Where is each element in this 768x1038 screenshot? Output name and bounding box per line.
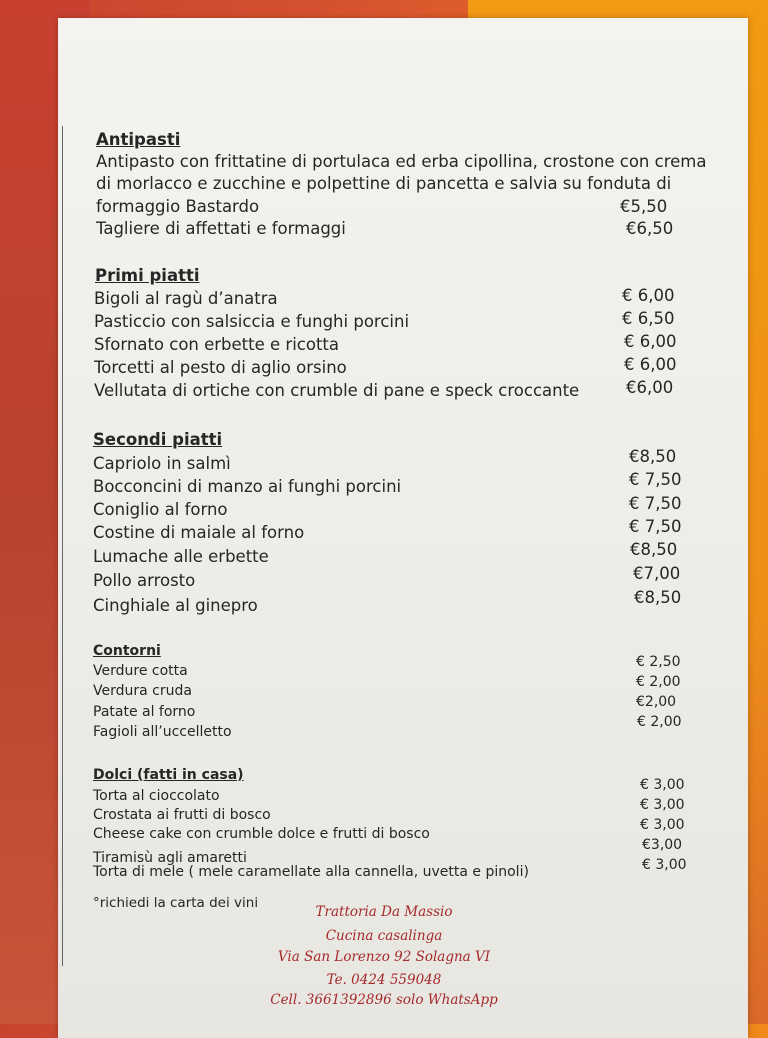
secondi-item: Costine di maiale al forno xyxy=(93,523,305,542)
wine-list-note: °richiedi la carta dei vini xyxy=(93,895,259,911)
dolci-price: € 3,00 xyxy=(640,817,685,833)
footer-cell: Cell. 3661392896 solo WhatsApp xyxy=(270,992,498,1008)
primi-item: Bigoli al ragù d’anatra xyxy=(94,289,278,308)
footer-restaurant-name: Trattoria Da Massio xyxy=(315,904,453,920)
section-title-contorni: Contorni xyxy=(93,643,161,659)
section-title-primi: Primi piatti xyxy=(95,266,200,285)
dolci-item: Torta al cioccolato xyxy=(93,788,220,804)
footer-subtitle: Cucina casalinga xyxy=(325,928,443,944)
dolci-item: Tiramisù agli amaretti xyxy=(93,850,247,866)
primi-price: € 6,00 xyxy=(622,286,675,305)
dolci-item: Crostata ai frutti di bosco xyxy=(93,807,271,823)
footer-address: Via San Lorenzo 92 Solagna VI xyxy=(277,949,491,965)
primi-price: €6,00 xyxy=(626,378,674,397)
contorni-price: € 2,00 xyxy=(637,714,682,730)
dolci-item: Torta di mele ( mele caramellate alla cannella, uvetta e pinoli) xyxy=(93,864,529,880)
primi-item: Torcetti al pesto di aglio orsino xyxy=(94,358,347,377)
contorni-item: Verdura cruda xyxy=(93,683,192,699)
secondi-item: Capriolo in salmì xyxy=(93,454,231,473)
secondi-price: € 7,50 xyxy=(629,494,682,513)
contorni-price: € 2,00 xyxy=(636,674,681,690)
antipasti-line: Tagliere di affettati e formaggi xyxy=(96,219,346,238)
contorni-item: Verdure cotta xyxy=(93,663,188,679)
dolci-price: €3,00 xyxy=(642,837,683,853)
antipasti-line: Antipasto con frittatine di portulaca ed erba cipollina, crostone con crema xyxy=(96,152,707,171)
antipasti-price: €5,50 xyxy=(620,197,668,216)
antipasti-price: €6,50 xyxy=(626,219,674,238)
secondi-item: Coniglio al forno xyxy=(93,500,228,519)
dolci-item: Cheese cake con crumble dolce e frutti di bosco xyxy=(93,826,430,842)
dolci-price: € 3,00 xyxy=(640,777,685,793)
section-title-antipasti: Antipasti xyxy=(96,130,181,149)
dolci-price: € 3,00 xyxy=(642,857,687,873)
secondi-item: Pollo arrosto xyxy=(93,571,196,590)
primi-item: Vellutata di ortiche con crumble di pane e speck croccante xyxy=(94,381,580,400)
secondi-price: €8,50 xyxy=(629,447,677,466)
antipasti-line: di morlacco e zucchine e polpettine di pancetta e salvia su fonduta di xyxy=(96,174,672,193)
secondi-price: € 7,50 xyxy=(629,517,682,536)
primi-price: € 6,50 xyxy=(622,309,675,328)
primi-item: Sfornato con erbette e ricotta xyxy=(94,335,339,354)
section-title-secondi: Secondi piatti xyxy=(93,430,223,449)
contorni-price: € 2,50 xyxy=(636,654,681,670)
secondi-price: €8,50 xyxy=(630,540,678,559)
primi-price: € 6,00 xyxy=(624,332,677,351)
contorni-item: Patate al forno xyxy=(93,704,196,720)
secondi-price: €7,00 xyxy=(633,564,681,583)
footer-phone: Te. 0424 559048 xyxy=(326,972,442,988)
primi-price: € 6,00 xyxy=(624,355,677,374)
secondi-item: Cinghiale al ginepro xyxy=(93,596,258,615)
secondi-price: € 7,50 xyxy=(629,470,682,489)
section-title-dolci: Dolci (fatti in casa) xyxy=(93,767,244,783)
secondi-price: €8,50 xyxy=(634,588,682,607)
secondi-item: Bocconcini di manzo ai funghi porcini xyxy=(93,477,402,496)
contorni-item: Fagioli all’uccelletto xyxy=(93,724,232,740)
contorni-price: €2,00 xyxy=(636,694,677,710)
dolci-price: € 3,00 xyxy=(640,797,685,813)
primi-item: Pasticcio con salsiccia e funghi porcini xyxy=(94,312,410,331)
antipasti-line: formaggio Bastardo xyxy=(96,197,260,216)
secondi-item: Lumache alle erbette xyxy=(93,547,269,566)
